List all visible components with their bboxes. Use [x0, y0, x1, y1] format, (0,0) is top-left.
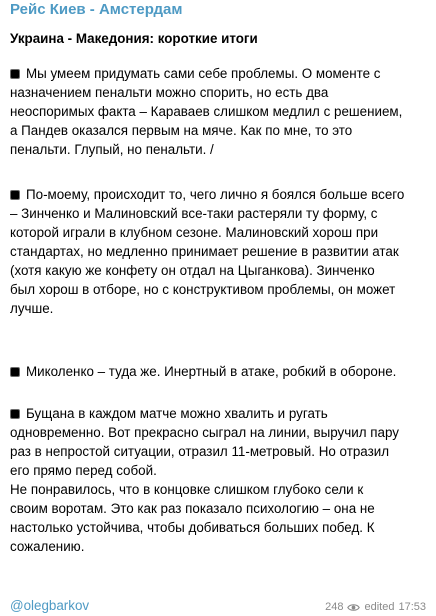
text-line: которой играли в клубном сезоне. Малиновский хорош при [10, 225, 379, 240]
paragraph-1 [10, 64, 430, 159]
text-line: стандартах, но медленно принимает решение в развитии атак [10, 244, 399, 259]
text-line: настолько устойчива, чтобы добиваться больших побед. К [10, 520, 375, 535]
text-line: своим воротам. Это как раз показало психологию – она не [10, 501, 375, 516]
edited-label: edited [364, 601, 395, 613]
post-meta [325, 600, 426, 614]
paragraph-4 [10, 404, 430, 556]
paragraph-3 [10, 362, 430, 381]
text-line: (хотя какую же конфету он отдал на Цыганкова). Зинченко [10, 263, 375, 278]
text-line: его прямо перед собой. [10, 463, 157, 478]
text-line: По-моему, происходит то, чего лично я боялся больше всего [26, 187, 405, 202]
text-line: Бущана в каждом матче можно хвалить и ругать [26, 406, 328, 421]
text-line: а Пандев оказался первым на мяче. Как по мне, то это [10, 123, 353, 138]
channel-name[interactable]: Рейс Киев - Амстердам [10, 1, 183, 18]
black-square-icon [10, 190, 20, 200]
text-line: сожалению. [10, 539, 85, 554]
text-line: был хорош в отборе, но с конструктивом проблемы, он может [10, 282, 396, 297]
post-time: 17:53 [398, 601, 426, 613]
author-signature-link[interactable]: @olegbarkov [10, 598, 90, 613]
text-line: неоспоримых факта – Караваев слишком медлил с решением, [10, 104, 403, 119]
black-square-icon [10, 69, 20, 79]
text-line: Не понравилось, что в концовке слишком глубоко сели к [10, 482, 364, 497]
text-line: лучше. [10, 301, 54, 316]
text-line: Миколенко – туда же. Инертный в атаке, робкий в обороне. [26, 364, 397, 379]
text-line: пенальти. Глупый, но пенальти. / [10, 142, 214, 157]
views-count: 248 [325, 601, 344, 613]
paragraph-2 [10, 185, 430, 318]
text-line: Мы умеем придумать сами себе проблемы. О моменте с [26, 66, 381, 81]
text-line: раз в непростой ситуации, отразил 11-метровый. Но отразил [10, 444, 390, 459]
text-line: – Зинченко и Малиновский все-таки растеряли ту форму, с [10, 206, 378, 221]
eye-icon [347, 601, 360, 614]
black-square-icon [10, 367, 20, 377]
text-line: одновременно. Вот прекрасно сыграл на линии, выручил пару [10, 425, 399, 440]
text-line: назначением пенальти можно спорить, но есть два [10, 85, 329, 100]
black-square-icon [10, 409, 20, 419]
post-title: Украина - Македония: короткие итоги [10, 31, 258, 46]
